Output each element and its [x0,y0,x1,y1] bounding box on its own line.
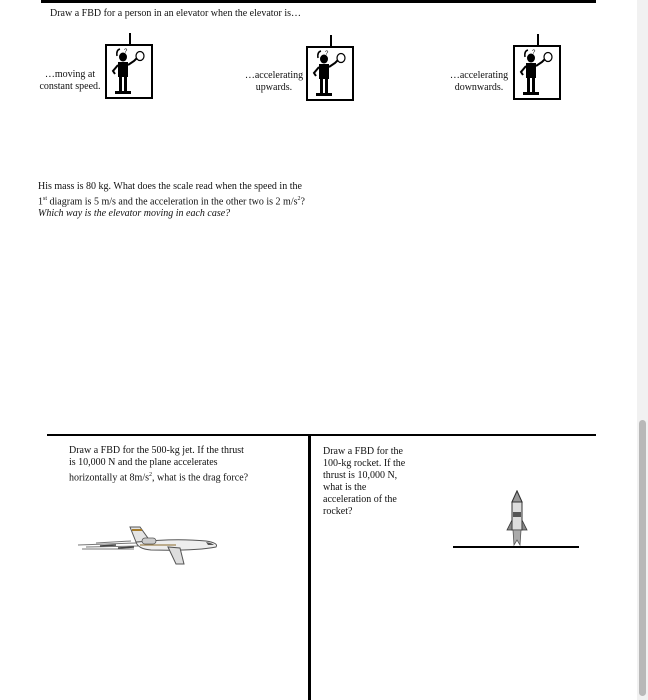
jet-problem-exponent: 2 [149,472,152,478]
question-line-3 [38,208,328,220]
elevator-2-diagram [306,46,354,101]
elevator-1-diagram [105,44,153,99]
elevator-1-caption-line1: …moving at [44,69,96,80]
question-line-2 [38,193,328,208]
question-ordinal: 1 [38,196,43,208]
rocket-problem-line-2: 100-kg rocket. If the [323,458,406,469]
person-on-scale-figure [308,48,352,99]
rocket-problem-line-4: what is the [323,482,367,493]
question-mark: ? [300,196,305,208]
rocket-ground-line [453,546,579,548]
person-on-scale-figure [107,46,151,97]
rocket-image [504,490,530,548]
elevator-3-caption [444,70,514,94]
svg-text:?: ? [124,49,128,55]
elevator-cable [537,34,539,47]
question-line-3-italic: Which way is the elevator moving in each case? [38,208,231,220]
elevator-instruction: Draw a FBD for a person in an elevator when the elevator is… [50,8,302,19]
rocket-problem [323,446,423,518]
question-line-1: His mass is 80 kg. What does the scale read when the speed in the [38,181,302,192]
person-on-scale-figure [515,47,559,98]
rocket-problem-line-1: Draw a FBD for the [323,446,403,457]
elevator-cable [330,35,332,48]
elevator-2-caption-line1: …accelerating [244,70,304,81]
scrollbar-thumb[interactable] [639,420,646,696]
elevator-cable [129,33,131,46]
question-exponent: 2 [297,196,301,202]
jet-problem-line-3-text: horizontally at 8m/s [69,472,149,484]
vertical-scrollbar[interactable] [637,0,648,700]
section-divider-horizontal [47,434,596,436]
elevator-3-caption-line2: downwards. [454,82,504,93]
svg-text:?: ? [532,50,536,56]
jet-problem-line-1: Draw a FBD for the 500-kg jet. If the thrust [69,445,244,456]
jet-problem-line-2: is 10,000 N and the plane accelerates [69,457,218,468]
jet-problem-line-3 [69,469,299,484]
jet-problem-line-3-end: , what is the drag force? [152,472,249,484]
jet-problem [69,445,299,484]
question-line-2-text: diagram is 5 m/s and the acceleration in the other two is 2 m/s [47,196,298,208]
mass-question [38,181,328,220]
elevator-1-caption [32,69,108,93]
rocket-problem-line-3: thrust is 10,000 N, [323,470,398,481]
question-ordinal-suffix: st [43,196,48,202]
elevator-2-caption [238,70,310,94]
top-border-line [41,0,596,3]
elevator-1-caption-line2: constant speed. [39,81,101,92]
elevator-3-diagram [513,45,561,100]
rocket-problem-line-6: rocket? [323,506,353,517]
elevator-3-caption-line1: …accelerating [449,70,509,81]
rocket-problem-line-5: acceleration of the [323,494,397,505]
svg-text:?: ? [325,51,329,57]
jet-airplane-image [76,524,222,568]
section-divider-vertical [308,435,311,700]
elevator-2-caption-line2: upwards. [255,82,293,93]
